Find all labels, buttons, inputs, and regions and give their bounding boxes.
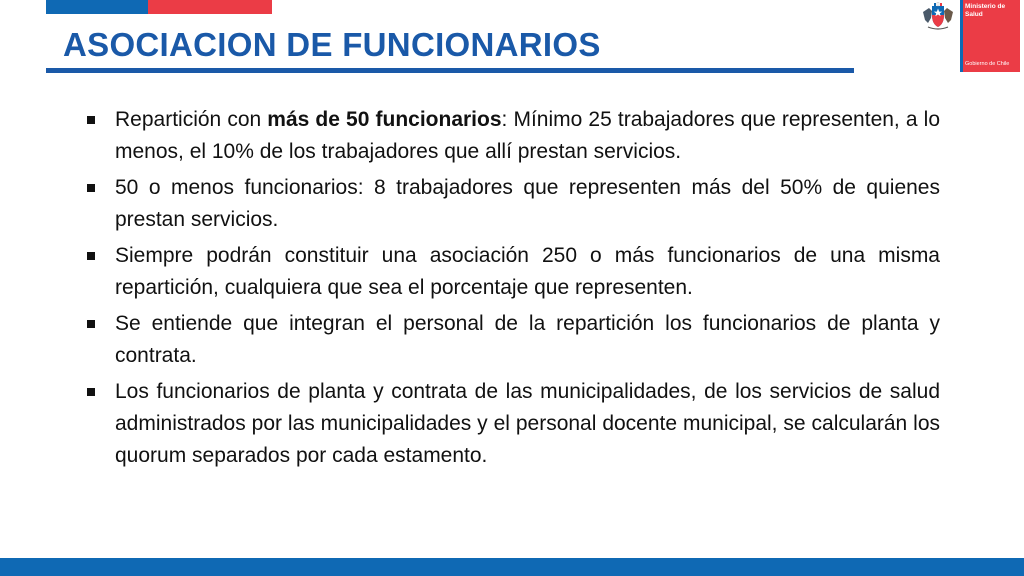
chile-coat-of-arms-icon [920, 2, 956, 32]
square-bullet-icon [87, 388, 95, 396]
bullet-item [86, 308, 940, 372]
coat-of-arms-panel [916, 0, 960, 72]
bullet-text: : Mínimo 25 trabajadores que representen, a lo menos, el 10% de los trabajadores que allí prestan servicios. [115, 108, 940, 163]
top-accent-bar-blue [46, 0, 148, 14]
bullet-text: Repartición con [115, 108, 268, 131]
bullet-item [86, 172, 940, 236]
bullet-list [86, 104, 940, 476]
bullet-text: Siempre podrán constituir una asociación 250 o más funcionarios de una misma repartición, cualquiera que sea el porcentaje que representen. [115, 244, 940, 299]
square-bullet-icon [87, 116, 95, 124]
square-bullet-icon [87, 252, 95, 260]
top-accent-bar-red [148, 0, 272, 14]
bullet-text: Se entiende que integran el personal de la repartición los funcionarios de planta y contrata. [115, 312, 940, 367]
slide-title: ASOCIACION DE FUNCIONARIOS [63, 26, 601, 63]
square-bullet-icon [87, 320, 95, 328]
bullet-text-bold: más de 50 funcionarios [267, 108, 502, 131]
bullet-item [86, 104, 940, 168]
government-name: Gobierno de Chile [965, 61, 1010, 67]
bottom-accent-bar [0, 558, 1024, 576]
title-underline [46, 68, 854, 73]
bullet-item [86, 376, 940, 472]
bullet-text: 50 o menos funcionarios: 8 trabajadores que representen más del 50% de quienes prestan servicios. [115, 176, 940, 231]
square-bullet-icon [87, 184, 95, 192]
bullet-text: Los funcionarios de planta y contrata de las municipalidades, de los servicios de salud administrados por las municipalidades y el personal docente municipal, se calcularán los quorum separados por cada estamento. [115, 380, 940, 467]
bullet-item [86, 240, 940, 304]
ministry-logo [916, 0, 1020, 72]
ministry-name: Ministerio de Salud [965, 3, 1006, 18]
ministry-label-panel [960, 0, 1020, 72]
